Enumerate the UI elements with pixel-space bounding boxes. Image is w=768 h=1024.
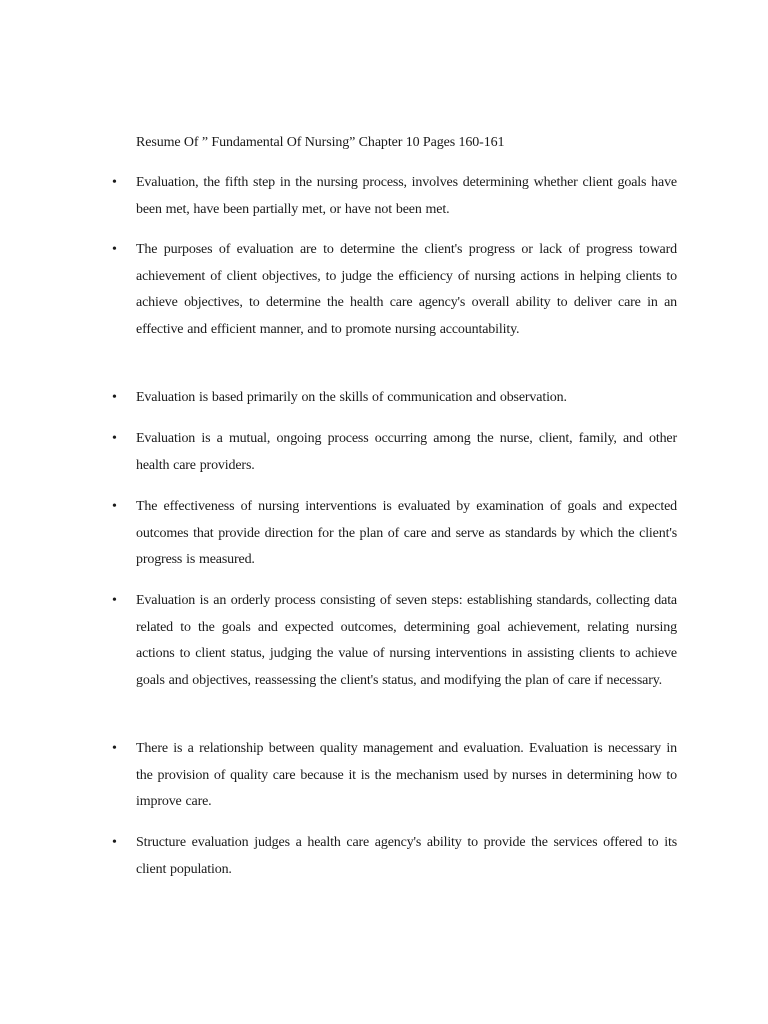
list-item-text: Evaluation is based primarily on the skills of communication and observation. — [136, 390, 567, 405]
bullet-icon: • — [112, 242, 117, 257]
list-item-text: The purposes of evaluation are to determine the client's progress or lack of progress toward achievement of client objectives, to judge the efficiency of nursing actions in helping clients to achieve objectives, to determine the health care agency's overall ability to deliver care in an effective and efficient manner, and to promote nursing accountability. — [136, 242, 677, 337]
bullet-icon: • — [112, 175, 117, 190]
list-item-text: The effectiveness of nursing interventions is evaluated by examination of goals and expected outcomes that provide direction for the plan of care and serve as standards by which the client's progress is measured. — [136, 499, 677, 567]
list-item-text: Evaluation, the fifth step in the nursing process, involves determining whether client goals have been met, have been partially met, or have not been met. — [136, 175, 677, 217]
list-item-text: There is a relationship between quality management and evaluation. Evaluation is necessary in the provision of quality care because it is the mechanism used by nurses in determining how to improve care. — [136, 741, 677, 809]
list-item-text: Evaluation is an orderly process consisting of seven steps: establishing standards, collecting data related to the goals and expected outcomes, determining goal achievement, relating nursing actions to client status, judging the value of nursing interventions in assisting clients to achieve goals and objectives, reassessing the client's status, and modifying the plan of care if necessary. — [136, 593, 677, 688]
list-item-text: Structure evaluation judges a health care agency's ability to provide the services offered to its client population. — [136, 835, 677, 877]
bullet-icon: • — [112, 593, 117, 608]
bullet-icon: • — [112, 741, 117, 756]
bullet-icon: • — [112, 499, 117, 514]
list-item-text: Evaluation is a mutual, ongoing process occurring among the nurse, client, family, and other health care providers. — [136, 431, 677, 473]
document-title: Resume Of ” Fundamental Of Nursing” Chapter 10 Pages 160-161 — [136, 135, 505, 150]
bullet-icon: • — [112, 835, 117, 850]
bullet-icon: • — [112, 431, 117, 446]
bullet-icon: • — [112, 390, 117, 405]
